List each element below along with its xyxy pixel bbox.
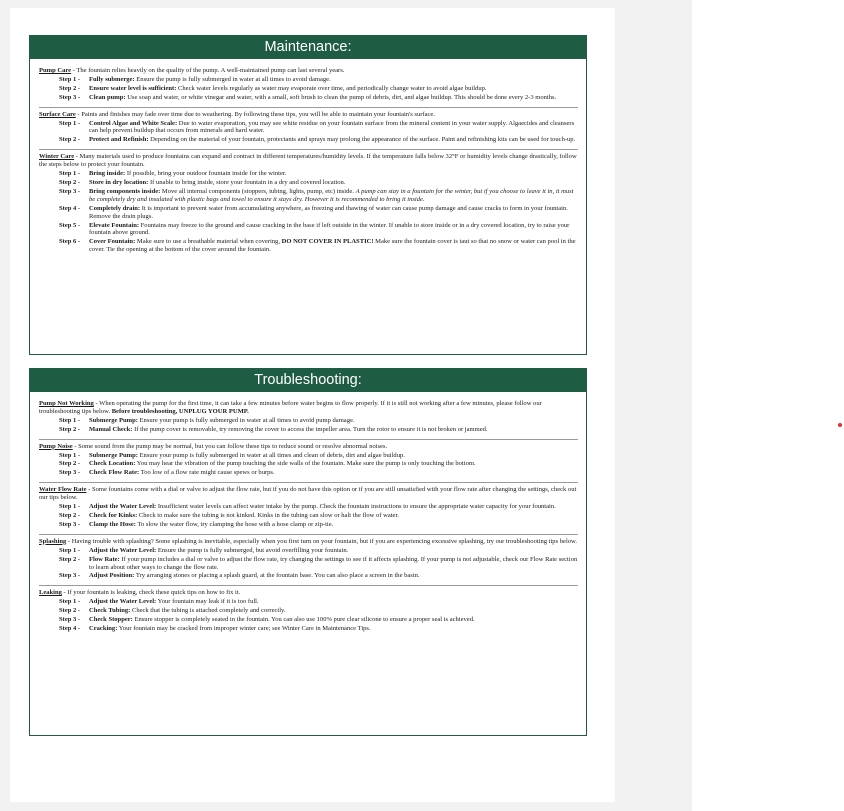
step-text: Your fountain may leak if it is too full. (156, 598, 259, 606)
step-number: Step 1 - (59, 170, 81, 178)
section (39, 534, 578, 585)
step-title: Elevate Fountain: (89, 221, 140, 229)
step-item (39, 205, 578, 221)
step-title: Check Location: (89, 460, 136, 468)
section (39, 585, 578, 637)
section (39, 482, 578, 533)
step-text: Depending on the material of your fountain, protectants and sprays may prolong the appearance of the surface. Paint and refinishing kits can be used for touch-up. (148, 136, 576, 144)
section-title: Pump Not Working (39, 400, 94, 407)
step-text: Check to make sure the tubing is not kinked. Kinks in the tubing can slow or halt the flow of water. (137, 511, 399, 519)
section-title: Water Flow Rate (39, 486, 87, 494)
step-item (39, 179, 578, 187)
section-intro-text: - Paints and finishes may fade over time due to weathering. By following these tips, you will be able to maintain your fountain's surface. (75, 110, 435, 118)
step-item (39, 94, 578, 102)
step-number: Step 3 - (59, 93, 81, 101)
step-title: Ensure water level is sufficient: (89, 84, 177, 92)
step-number: Step 1 - (59, 75, 81, 83)
step-title: Check Stopper: (89, 616, 133, 624)
step-title: Check Tubing: (89, 607, 131, 615)
step-number: Step 1 - (59, 416, 81, 424)
section-intro-text: - When operating the pump for the first time, it can take a few minutes before water begins to flow properly. If it is still not working after a few minutes, please follow our troubleshooting tips below. (39, 400, 542, 415)
step-item (39, 222, 578, 238)
step-text: Check that the tubing is attached completely and correctly. (130, 607, 286, 615)
step-number: Step 5 - (59, 221, 81, 229)
step-number: Step 1 - (59, 119, 81, 127)
step-text: Ensure the pump is fully submerged, but avoid overfilling your fountain. (156, 546, 349, 554)
step-item (39, 120, 578, 136)
step-text-continued: Make sure the fountain cover is taut so that no snow or water can pool in the cover. Tie the opening at the bottom of the cover around the fountain. (89, 238, 576, 254)
step-item (39, 616, 578, 624)
step-item (39, 512, 578, 520)
step-text: Move all internal components (stoppers, tubing, lights, pump, etc) inside. (160, 187, 356, 195)
step-item (39, 426, 578, 434)
section-intro-text: - Some sound from the pump may be normal, but you can follow these tips to reduce sound or resolve abnormal noises. (72, 442, 388, 450)
step-item (39, 85, 578, 93)
step-item (39, 572, 578, 580)
step-text: Too low of a flow rate might cause spews or burps. (139, 469, 275, 477)
step-note: A pump can stay in a fountain for the winter, but if you choose to leave it in, it must be completely dry and insulated with plastic bags and towel to ensure it stays dry. However it is recommended to bring it inside. (89, 187, 574, 203)
section-title: Winter Care (39, 153, 75, 161)
section (39, 149, 578, 258)
step-title: Bring components inside: (89, 187, 161, 195)
maintenance-title: Maintenance: (30, 36, 586, 59)
step-item (39, 170, 578, 178)
step-text: You may hear the vibration of the pump touching the side walls of the fountain. Make sure the pump is only touching the bottom. (135, 460, 476, 468)
step-title: Protect and Refinish: (89, 136, 149, 144)
step-number: Step 3 - (59, 616, 81, 624)
step-title: Cracking: (89, 624, 118, 632)
step-number: Step 4 - (59, 204, 81, 212)
step-text: Insufficient water levels can affect water intake by the pump. Check the fountain instructions to ensure the appropriate water capacity for your fountain. (156, 503, 556, 511)
step-number: Step 2 - (59, 511, 81, 519)
red-dot-marker (838, 423, 842, 427)
step-text: To slow the water flow, try clamping the hose with a hose clamp or zip-tie. (135, 520, 334, 528)
step-number: Step 3 - (59, 520, 81, 528)
section-intro (39, 400, 578, 416)
step-title: Clamp the Hose: (89, 520, 136, 528)
step-text: Ensure your pump is fully submerged in water at all times and clean of debris, dirt and algae buildup. (137, 451, 405, 459)
step-text: Use soap and water, or white vinegar and water, with a small, soft brush to clean the pump of debris, dirt, and algae buildup. This should be done every 2-3 months. (125, 93, 557, 101)
step-text: Ensure the pump is fully submerged in water at all times to avoid damage. (134, 75, 331, 83)
section-intro-text: - Many materials used to produce fountains can expand and contract in different temperatures/humidity levels. If the temperature falls below 32°F or humidity levels change drastically, follow the steps below to protect your fountain. (39, 153, 577, 169)
step-title: Control Algae and White Scale: (89, 119, 178, 127)
section-intro (39, 538, 578, 546)
blank-side-area (692, 0, 844, 811)
step-item (39, 547, 578, 555)
step-title: Completely drain: (89, 204, 141, 212)
step-text: Try arranging stones or placing a splash guard, at the fountain base. You can also place a screen in the basin. (134, 572, 420, 580)
section-title: Leaking (39, 589, 62, 597)
step-number: Step 2 - (59, 460, 81, 468)
step-title: Store in dry location: (89, 178, 149, 186)
maintenance-body (30, 59, 586, 264)
section-title: Splashing (39, 537, 67, 545)
step-number: Step 2 - (59, 84, 81, 92)
troubleshooting-panel (29, 368, 587, 736)
step-title: Adjust the Water Level: (89, 503, 157, 511)
step-text: Your fountain may be cracked from improper winter care; see Winter Care in Maintenance Tips. (117, 624, 371, 632)
step-number: Step 6 - (59, 238, 81, 246)
step-title: Adjust the Water Level: (89, 598, 157, 606)
section (39, 66, 578, 106)
step-number: Step 3 - (59, 187, 81, 195)
step-item (39, 598, 578, 606)
section (39, 107, 578, 149)
section-intro-text: - Having trouble with splashing? Some splashing is inevitable, especially when you first turn on your fountain, but if you are experiencing excessive splashing, try our troubleshooting tips below. (66, 537, 577, 545)
step-title: Flow Rate: (89, 555, 120, 563)
step-item (39, 452, 578, 460)
step-item (39, 238, 578, 254)
step-number: Step 1 - (59, 503, 81, 511)
section-intro (39, 111, 578, 119)
step-item (39, 556, 578, 572)
section-intro (39, 589, 578, 597)
step-warning: DO NOT COVER IN PLASTIC! (281, 238, 374, 246)
section-title: Surface Care (39, 110, 76, 118)
step-title: Fully submerge: (89, 75, 135, 83)
step-item (39, 469, 578, 477)
step-text: If possible, bring your outdoor fountain inside for the winter. (125, 170, 287, 178)
section-intro (39, 486, 578, 502)
section-intro-text: - The fountain relies heavily on the quality of the pump. A well-maintained pump can last several years. (71, 67, 345, 74)
section-intro (39, 67, 578, 75)
step-text: Check water levels regularly as water may evaporate over time, and periodically change water to avoid algae buildup. (176, 84, 487, 92)
step-item (39, 625, 578, 633)
section-intro-text: - If your fountain is leaking, check these quick tips on how to fix it. (61, 589, 241, 597)
section-intro (39, 443, 578, 451)
step-number: Step 3 - (59, 572, 81, 580)
step-text: Ensure stopper is completely seated in the fountain. You can also use 100% pure clear silicone to ensure a proper seal is achieved. (132, 616, 475, 624)
step-number: Step 2 - (59, 607, 81, 615)
section (39, 399, 578, 438)
step-number: Step 3 - (59, 469, 81, 477)
step-title: Cover Fountain: (89, 238, 136, 246)
step-text: If unable to bring inside, store your fountain in a dry and covered location. (148, 178, 346, 186)
step-item (39, 417, 578, 425)
section-title: Pump Noise (39, 442, 73, 450)
step-text: Make sure to use a breathable material when covering, (135, 238, 282, 246)
step-number: Step 1 - (59, 546, 81, 554)
step-number: Step 2 - (59, 136, 81, 144)
step-item (39, 460, 578, 468)
step-number: Step 4 - (59, 624, 81, 632)
section-intro-text: - Some fountains come with a dial or valve to adjust the flow rate, but if you do not have this option or if you are still unsatisfied with your flow rate after changing the settings, check out our tips below. (39, 486, 577, 502)
maintenance-panel (29, 35, 587, 355)
troubleshooting-title: Troubleshooting: (30, 369, 586, 392)
step-title: Submerge Pump: (89, 451, 138, 459)
step-number: Step 2 - (59, 178, 81, 186)
troubleshooting-body (30, 392, 586, 643)
step-title: Check Flow Rate: (89, 469, 140, 477)
step-text: Fountains may freeze to the ground and cause cracking in the base if left outside in the winter. If unable to store inside or in a dry covered location, try to raise your fountain above ground. (89, 221, 570, 237)
step-text: If the pump cover is removable, try removing the cover to access the impeller area. Turn the rotor to ensure it is not broken or jammed. (132, 425, 488, 433)
step-item (39, 136, 578, 144)
step-text: It is important to prevent water from accumulating anywhere, as freezing and thawing of water can cause pump damage and cause cracks to form in your fountain. Remove the drain plugs. (89, 204, 568, 220)
step-title: Submerge Pump: (89, 416, 138, 424)
step-title: Clean pump: (89, 93, 126, 101)
step-item (39, 607, 578, 615)
step-number: Step 2 - (59, 555, 81, 563)
section-title: Pump Care (39, 67, 72, 74)
step-number: Step 1 - (59, 598, 81, 606)
step-number: Step 1 - (59, 451, 81, 459)
step-item (39, 188, 578, 204)
step-title: Bring inside: (89, 170, 126, 178)
section-intro-warning: Before troubleshooting, UNPLUG YOUR PUMP. (111, 407, 249, 415)
step-item (39, 503, 578, 511)
step-text: Ensure your pump is fully submerged in water at all times to avoid pump damage. (137, 416, 355, 424)
step-title: Adjust the Water Level: (89, 546, 157, 554)
step-title: Manual Check: (89, 425, 133, 433)
step-text: If your pump includes a dial or valve to adjust the flow rate, try changing the settings to see if it affects splashing. If your pump is not adjustable, check our Flow Rate section to learn about other ways to change the flow rate. (89, 555, 578, 571)
step-title: Check for Kinks: (89, 511, 138, 519)
section (39, 439, 578, 482)
step-item (39, 521, 578, 529)
step-title: Adjust Position: (89, 572, 135, 580)
step-item (39, 76, 578, 84)
step-text: Due to water evaporation, you may see white residue on your fountain surface from the mineral content in your water supply. Algaecides and cleansers can help prevent buildup that occurs from minerals and hard water. (89, 119, 575, 135)
step-number: Step 2 - (59, 425, 81, 433)
section-intro (39, 153, 578, 169)
